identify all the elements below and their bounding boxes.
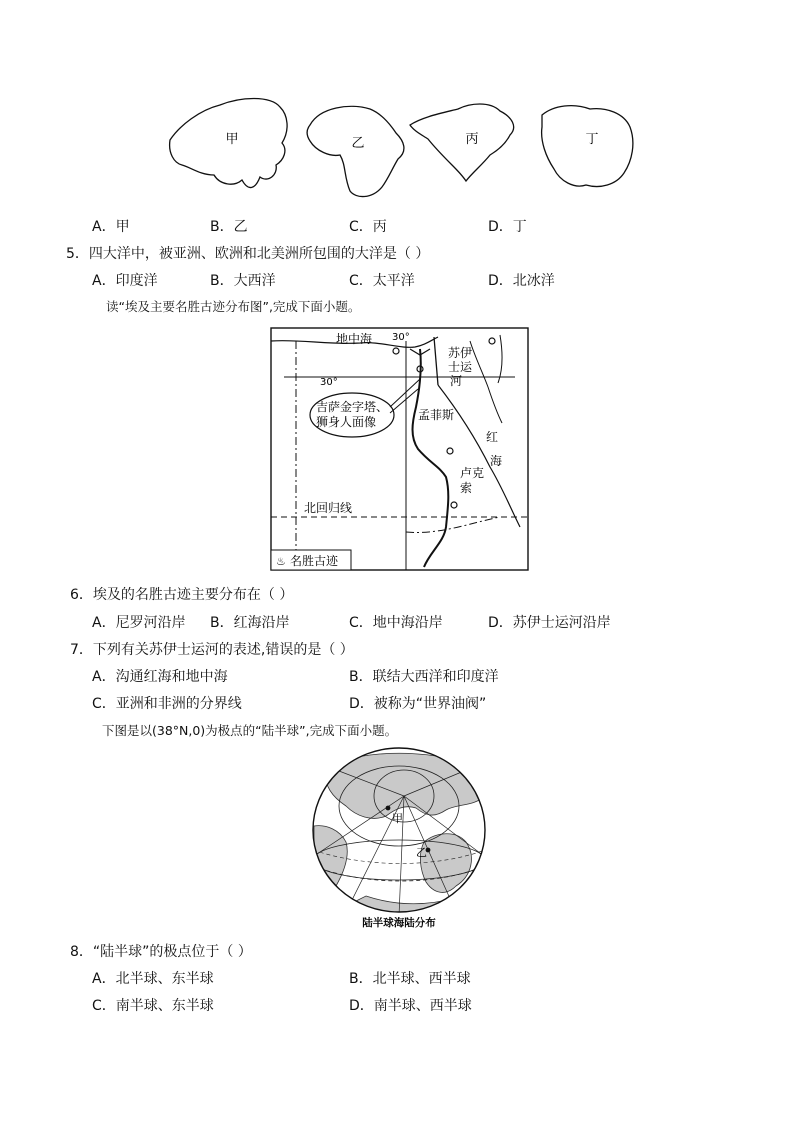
map-label-pyramid-1: 吉萨金字塔、 bbox=[316, 400, 389, 414]
q7-stem: 7．下列有关苏伊士运河的表述,错误的是（ ） bbox=[70, 642, 354, 658]
q8-option-c[interactable]: C．南半球、东半球 bbox=[92, 998, 214, 1014]
egypt-intro: 读“埃及主要名胜古迹分布图”,完成下面小题。 bbox=[106, 299, 361, 314]
q6-stem: 6．埃及的名胜古迹主要分布在（ ） bbox=[70, 587, 294, 603]
q8-option-a[interactable]: A．北半球、东半球 bbox=[92, 971, 214, 987]
q7-option-c[interactable]: C．亚洲和非洲的分界线 bbox=[92, 696, 242, 712]
map-label-luxor-2: 索 bbox=[460, 481, 473, 495]
map-label-pyramid-2: 狮身人面像 bbox=[316, 415, 377, 429]
map-label-suez-3: 河 bbox=[450, 374, 463, 388]
map-label-suez-2: 士运 bbox=[448, 360, 473, 374]
map-label-lat-30: 30° bbox=[392, 332, 410, 343]
q5-option-a[interactable]: A．印度洋 bbox=[92, 273, 158, 289]
q6-option-d[interactable]: D．苏伊士运河沿岸 bbox=[488, 615, 611, 631]
map-label-tropic: 北回归线 bbox=[304, 501, 353, 515]
map-label-memphis: 孟菲斯 bbox=[418, 408, 455, 422]
q7-option-d[interactable]: D．被称为“世界油阀” bbox=[349, 696, 487, 712]
africa-outline bbox=[307, 106, 404, 196]
north-america-outline bbox=[410, 104, 514, 181]
map-legend: 名胜古迹 bbox=[290, 554, 339, 568]
egypt-map bbox=[270, 327, 530, 572]
q7-option-b[interactable]: B．联结大西洋和印度洋 bbox=[349, 669, 499, 685]
globe-point-yi: 乙 bbox=[416, 846, 427, 859]
globe-caption: 陆半球海陆分布 bbox=[362, 917, 436, 929]
map-label-luxor-1: 卢克 bbox=[460, 466, 485, 480]
q4-option-a[interactable]: A．甲 bbox=[92, 219, 130, 235]
q8-option-d[interactable]: D．南半球、西半球 bbox=[349, 998, 472, 1014]
land-hemisphere-globe bbox=[306, 746, 492, 932]
map-label-red-sea-1: 红 bbox=[486, 430, 499, 444]
map-label-red-sea-2: 海 bbox=[490, 454, 503, 468]
q5-option-b[interactable]: B．大西洋 bbox=[210, 273, 276, 289]
continent-outlines-figure bbox=[160, 95, 640, 207]
map-label-mediterranean: 地中海 bbox=[336, 332, 373, 346]
q6-option-b[interactable]: B．红海沿岸 bbox=[210, 615, 290, 631]
map-label-lon-30: 30° bbox=[320, 377, 338, 388]
q5-option-c[interactable]: C．太平洋 bbox=[349, 273, 415, 289]
q4-option-c[interactable]: C．丙 bbox=[349, 219, 387, 235]
q6-option-c[interactable]: C．地中海沿岸 bbox=[349, 615, 443, 631]
globe-point-jia: 甲 bbox=[392, 812, 403, 825]
map-label-suez-1: 苏伊 bbox=[448, 346, 473, 360]
q7-option-a[interactable]: A．沟通红海和地中海 bbox=[92, 669, 228, 685]
legend-icon: ♨ bbox=[276, 555, 286, 568]
q8-option-b[interactable]: B．北半球、西半球 bbox=[349, 971, 471, 987]
q4-option-b[interactable]: B．乙 bbox=[210, 219, 248, 235]
continent-label-yi: 乙 bbox=[351, 136, 365, 151]
q4-option-d[interactable]: D．丁 bbox=[488, 219, 527, 235]
q6-option-a[interactable]: A．尼罗河沿岸 bbox=[92, 615, 186, 631]
continent-label-bing: 丙 bbox=[465, 132, 479, 147]
q5-stem: 5．四大洋中，被亚洲、欧洲和北美洲所包围的大洋是（ ） bbox=[66, 246, 430, 262]
continent-label-jia: 甲 bbox=[225, 132, 239, 147]
q8-stem: 8．“陆半球”的极点位于（ ） bbox=[70, 944, 252, 960]
continent-label-ding: 丁 bbox=[585, 132, 599, 147]
globe-intro: 下图是以(38°N,0)为极点的“陆半球”,完成下面小题。 bbox=[102, 723, 398, 738]
q5-option-d[interactable]: D．北冰洋 bbox=[488, 273, 555, 289]
